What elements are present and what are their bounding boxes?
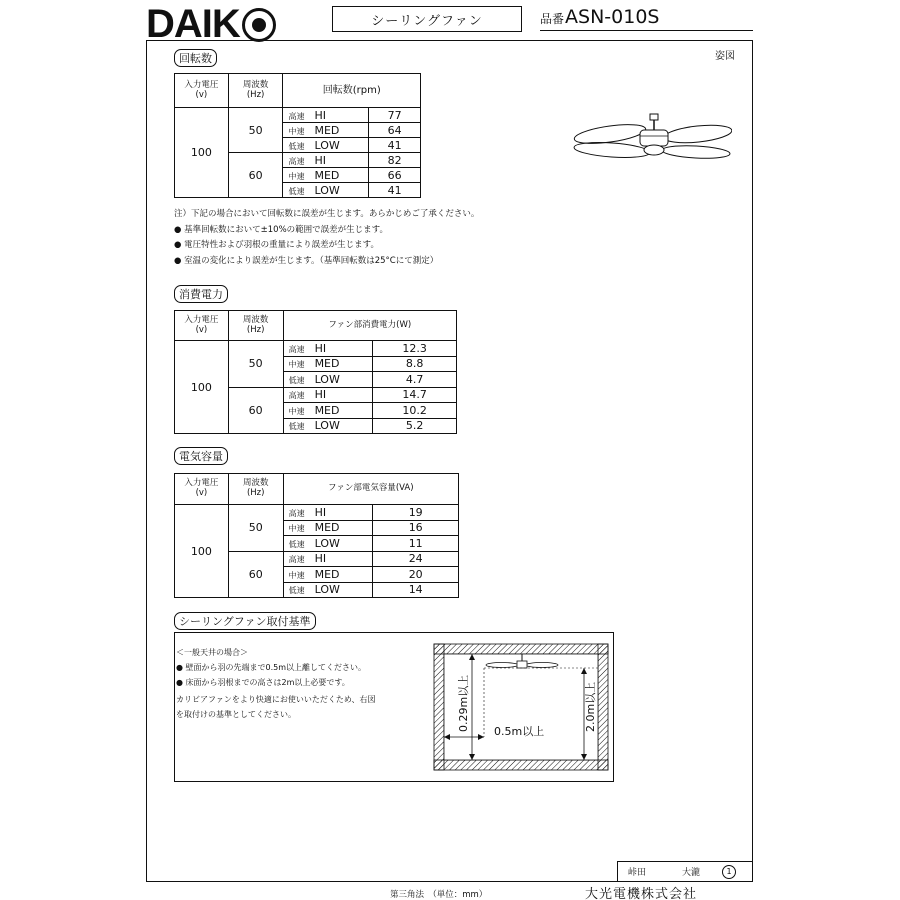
install-instructions (176, 645, 376, 722)
speed-en: MED (314, 357, 340, 371)
table-row (175, 108, 421, 123)
value-cell: 16 (373, 520, 459, 536)
value-cell: 20 (373, 567, 459, 583)
speed-en: HI (314, 341, 327, 355)
dim-floor-label: 2.0m以上 (584, 681, 597, 732)
speed-en: HI (314, 552, 327, 566)
note-item: ● 電圧特性および羽根の重量により誤差が生じます。 (174, 240, 379, 250)
view-label: 姿図 (715, 51, 735, 62)
speed-jp: 高速 (288, 111, 305, 121)
model-label: 品番 (540, 12, 565, 26)
note-text: 電圧特性および羽根の重量により誤差が生じます。 (184, 240, 379, 250)
speed-en: HI (314, 388, 327, 402)
drawn-by: 峠田 (628, 868, 647, 878)
frequency-cell: 60 (228, 551, 283, 598)
speed-cell (283, 520, 373, 536)
left-wall-hatch (434, 644, 444, 770)
note-text: 室温の変化により誤差が生じます。（基準回転数は25°Cにて測定） (184, 255, 439, 266)
install-text: カリビアファンをより快適にお使いいただくため、右図 (176, 695, 376, 704)
speed-cell (283, 418, 373, 434)
capacity-table (174, 473, 459, 598)
table-row (175, 505, 459, 521)
voltage-header-unit: (v) (195, 488, 208, 498)
sun-icon (242, 8, 276, 42)
table-header-row (175, 474, 459, 505)
right-wall-hatch (598, 644, 608, 770)
company-name: 大光電機株式会社 (585, 887, 698, 900)
value-cell: 77 (369, 108, 421, 123)
speed-cell (283, 138, 369, 153)
speed-jp: 中速 (288, 524, 305, 534)
speed-jp: 低速 (288, 375, 305, 385)
notes-lead: 注）下記の場合において回転数に誤差が生じます。あらかじめご了承ください。 (174, 209, 480, 219)
speed-jp: 高速 (288, 391, 305, 401)
speed-cell (283, 403, 373, 419)
speed-jp: 高速 (288, 344, 305, 354)
speed-jp: 低速 (288, 586, 305, 596)
speed-en: MED (314, 567, 340, 581)
speed-cell (283, 341, 373, 357)
install-heading: ＜一般天井の場合＞ (176, 648, 248, 657)
value-cell: 41 (369, 183, 421, 198)
voltage-cell: 100 (175, 341, 229, 434)
table-row (175, 341, 457, 357)
frequency-cell: 50 (228, 108, 283, 153)
frequency-header (228, 311, 283, 341)
frequency-header (228, 474, 283, 505)
frequency-header-unit: (Hz) (246, 89, 265, 100)
voltage-header-text: 入力電圧 (184, 478, 219, 489)
value-cell: 41 (369, 138, 421, 153)
frequency-cell: 60 (228, 387, 283, 434)
speed-cell (283, 168, 369, 183)
speed-jp: 中速 (288, 570, 305, 580)
rpm-table (174, 73, 421, 198)
frequency-header-unit: (Hz) (246, 488, 265, 498)
value-cell: 8.8 (373, 356, 457, 372)
speed-jp: 高速 (288, 508, 305, 518)
rpm-section-label: 回転数 (174, 49, 217, 67)
model-number (540, 6, 659, 28)
value-cell: 12.3 (373, 341, 457, 357)
speed-en: HI (314, 505, 327, 519)
speed-en: LOW (314, 536, 340, 550)
voltage-header (175, 311, 229, 341)
frequency-header (228, 74, 283, 108)
speed-en: MED (314, 168, 340, 182)
ceiling-fan-illustration (572, 112, 732, 164)
sheet-number: 1 (722, 865, 736, 879)
install-bullet: ● 床面から羽根までの高さは2m以上必要です。 (176, 678, 350, 687)
speed-en: MED (314, 123, 340, 137)
title-block (617, 861, 753, 882)
value-cell: 14.7 (373, 387, 457, 403)
checked-by: 大瀧 (682, 868, 701, 878)
value-cell: 64 (369, 123, 421, 138)
voltage-header-text: 入力電圧 (184, 314, 219, 325)
value-header: ファン部電気容量(VA) (283, 474, 458, 505)
speed-en: LOW (314, 583, 340, 597)
speed-jp: 低速 (288, 539, 305, 549)
frequency-header-text: 周波数 (242, 478, 269, 489)
value-cell: 19 (373, 505, 459, 521)
value-cell: 66 (369, 168, 421, 183)
installation-diagram (432, 640, 612, 778)
speed-jp: 中速 (288, 171, 305, 181)
header-underline (540, 30, 753, 31)
value-cell: 24 (373, 551, 459, 567)
install-bullet: ● 壁面から羽の先端まで0.5m以上離してください。 (176, 663, 367, 672)
rpm-notes (174, 207, 479, 269)
speed-cell (283, 505, 373, 521)
speed-jp: 高速 (288, 156, 305, 166)
speed-en: LOW (314, 419, 340, 433)
speed-jp: 高速 (288, 555, 305, 565)
voltage-header (175, 74, 229, 108)
voltage-header-text: 入力電圧 (184, 79, 219, 90)
speed-en: HI (314, 153, 326, 167)
note-item: ● 室温の変化により誤差が生じます。（基準回転数は25°Cにて測定） (174, 255, 439, 266)
voltage-cell: 100 (175, 108, 229, 198)
voltage-header (175, 474, 229, 505)
value-cell: 5.2 (373, 418, 457, 434)
install-bullet-text: 壁面から羽の先端まで0.5m以上離してください。 (185, 663, 367, 672)
voltage-cell: 100 (175, 505, 229, 598)
frequency-header-text: 周波数 (242, 314, 269, 325)
speed-cell (283, 108, 369, 123)
brand-wordmark: DAIK (146, 2, 240, 46)
speed-en: LOW (314, 183, 340, 197)
install-bullet-text: 床面から羽根までの高さは2m以上必要です。 (185, 678, 350, 687)
speed-jp: 中速 (288, 406, 305, 416)
table-header-row (175, 74, 421, 108)
frequency-cell: 50 (228, 505, 283, 552)
speed-en: LOW (314, 138, 340, 152)
speed-cell (283, 356, 373, 372)
speed-cell (283, 372, 373, 388)
note-item: ● 基準回転数において±10%の範囲で誤差が生じます。 (174, 224, 388, 235)
install-text: を取付けの基準としてください。 (176, 710, 296, 719)
projection-note: 第三角法 （単位：mm） (390, 890, 488, 900)
value-header: ファン部消費電力(W) (283, 311, 456, 341)
voltage-header-unit: (v) (195, 324, 208, 335)
frequency-cell: 50 (228, 341, 283, 388)
speed-cell (283, 582, 373, 598)
install-section-label: シーリングファン取付基準 (174, 612, 316, 630)
frequency-header-unit: (Hz) (246, 324, 265, 335)
speed-cell (283, 153, 369, 168)
dim-ceiling-label: 0.29m以上 (457, 674, 470, 732)
speed-jp: 中速 (288, 126, 305, 136)
value-cell: 11 (373, 536, 459, 552)
speed-en: MED (314, 403, 340, 417)
power-table (174, 310, 457, 434)
model-code: ASN-010S (565, 6, 660, 28)
document-title: シーリングファン (332, 6, 522, 32)
speed-cell (283, 123, 369, 138)
speed-cell (283, 183, 369, 198)
speed-cell (283, 536, 373, 552)
speed-en: HI (314, 108, 326, 122)
speed-cell (283, 387, 373, 403)
value-cell: 14 (373, 582, 459, 598)
value-cell: 10.2 (373, 403, 457, 419)
speed-jp: 低速 (288, 141, 305, 151)
speed-jp: 低速 (288, 422, 305, 432)
floor-hatch (434, 760, 608, 770)
speed-cell (283, 567, 373, 583)
frequency-cell: 60 (228, 153, 283, 198)
value-cell: 4.7 (373, 372, 457, 388)
speed-en: MED (314, 521, 340, 535)
value-header: 回転数(rpm) (283, 74, 421, 108)
dim-wall-label: 0.5m以上 (494, 725, 545, 738)
note-text: 基準回転数において±10%の範囲で誤差が生じます。 (184, 224, 388, 235)
value-cell: 82 (369, 153, 421, 168)
power-section-label: 消費電力 (174, 285, 228, 303)
speed-cell (283, 551, 373, 567)
ceiling-hatch (434, 644, 608, 654)
speed-jp: 中速 (288, 360, 305, 370)
voltage-header-unit: (v) (195, 89, 208, 100)
frequency-header-text: 周波数 (242, 79, 269, 90)
table-header-row (175, 311, 457, 341)
speed-en: LOW (314, 372, 340, 386)
capacity-section-label: 電気容量 (174, 447, 228, 465)
speed-jp: 低速 (288, 186, 305, 196)
